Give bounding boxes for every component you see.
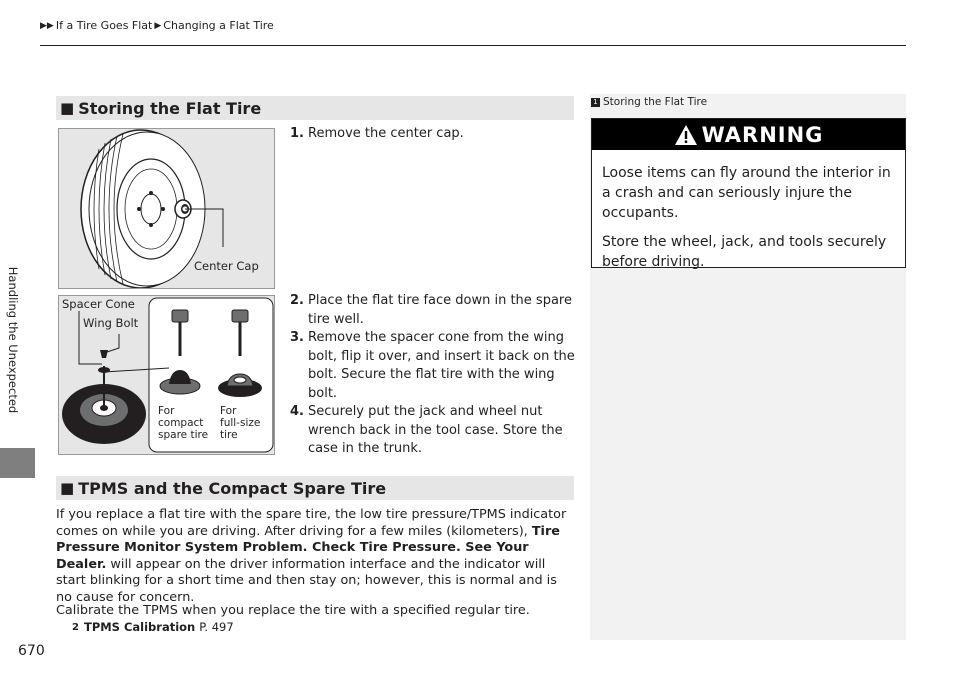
fullsize-tire-label: For full-size tire: [220, 405, 261, 441]
center-cap-label: Center Cap: [194, 259, 259, 273]
step-item: [290, 125, 576, 144]
cross-reference-link[interactable]: [72, 620, 234, 634]
step-item: [290, 403, 576, 459]
warning-body: [592, 150, 905, 272]
warning-heading: WARNING: [701, 122, 824, 147]
warning-triangle-icon: [674, 124, 698, 146]
step-text: Remove the center cap.: [308, 126, 464, 141]
step-number: 3.: [290, 330, 304, 345]
step-number: 4.: [290, 404, 304, 419]
breadcrumb-arrow-icon: ▶: [154, 20, 162, 31]
step-item: [290, 329, 576, 403]
warning-text: Store the wheel, jack, and tools securely before driving.: [602, 234, 887, 270]
reference-arrow-icon: 2: [72, 621, 79, 633]
warning-header: [592, 119, 905, 150]
tpms-text: If you replace a flat tire with the spare tire, the low tire pressure/TPMS indicator comes on while you are driving. After driving for a few miles (kilometers),: [56, 507, 567, 539]
center-cap-illustration: [58, 128, 275, 289]
chapter-tab-marker[interactable]: [0, 448, 35, 478]
sidebar-title: [591, 96, 707, 108]
note-icon: 1: [591, 98, 600, 107]
step-text: Place the flat tire face down in the spare tire well.: [308, 293, 572, 327]
page-number: 670: [18, 643, 45, 659]
header-divider: [40, 45, 906, 46]
chapter-label-text: Handling the Unexpected: [6, 266, 21, 414]
tpms-text-end: will appear on the driver information interface and the indicator will start blinking for a short time and then stay on; however, this is normal and is no cause for concern.: [56, 556, 557, 605]
section-title: TPMS and the Compact Spare Tire: [78, 478, 387, 498]
step-list-continued: [290, 292, 576, 459]
breadcrumb: [40, 19, 274, 32]
warning-text: Loose items can fly around the interior in a crash and can seriously injure the occupants.: [602, 165, 891, 221]
sidebar-title-text: Storing the Flat Tire: [603, 96, 708, 108]
xref-title[interactable]: TPMS Calibration: [83, 620, 196, 634]
xref-page[interactable]: P. 497: [199, 620, 234, 634]
step-number: 1.: [290, 126, 304, 141]
step-item: [290, 292, 576, 329]
tpms-message: Tire Pressure Monitor System Problem. Check Tire Pressure. See Your Dealer.: [56, 523, 560, 572]
warning-box: [591, 118, 906, 268]
step-text: Securely put the jack and wheel nut wrench back in the tool case. Store the case in the trunk.: [308, 404, 563, 456]
wing-bolt-label: Wing Bolt: [83, 316, 139, 330]
tpms-paragraph: [56, 507, 576, 606]
section-heading-tpms: [56, 476, 574, 500]
section-heading-storing: [56, 96, 574, 120]
step-number: 2.: [290, 293, 304, 308]
square-bullet-icon: ■: [60, 99, 75, 117]
step-text: Remove the spacer cone from the wing bolt, flip it over, and insert it back on the bolt. Secure the flat tire with the wing bolt.: [308, 330, 575, 401]
section-title: Storing the Flat Tire: [78, 98, 262, 118]
breadcrumb-page[interactable]: Changing a Flat Tire: [163, 19, 274, 32]
breadcrumb-section[interactable]: If a Tire Goes Flat: [55, 19, 153, 32]
calibrate-paragraph: Calibrate the TPMS when you replace the tire with a specified regular tire.: [56, 603, 530, 618]
spare-tire-well-illustration: [58, 295, 275, 455]
square-bullet-icon: ■: [60, 479, 75, 497]
breadcrumb-arrow-icon: ▶▶: [40, 20, 54, 31]
chapter-side-label: [0, 230, 26, 450]
spacer-cone-label: Spacer Cone: [62, 297, 135, 311]
step-list: [290, 125, 576, 144]
compact-spare-label: For compact spare tire: [158, 405, 209, 441]
